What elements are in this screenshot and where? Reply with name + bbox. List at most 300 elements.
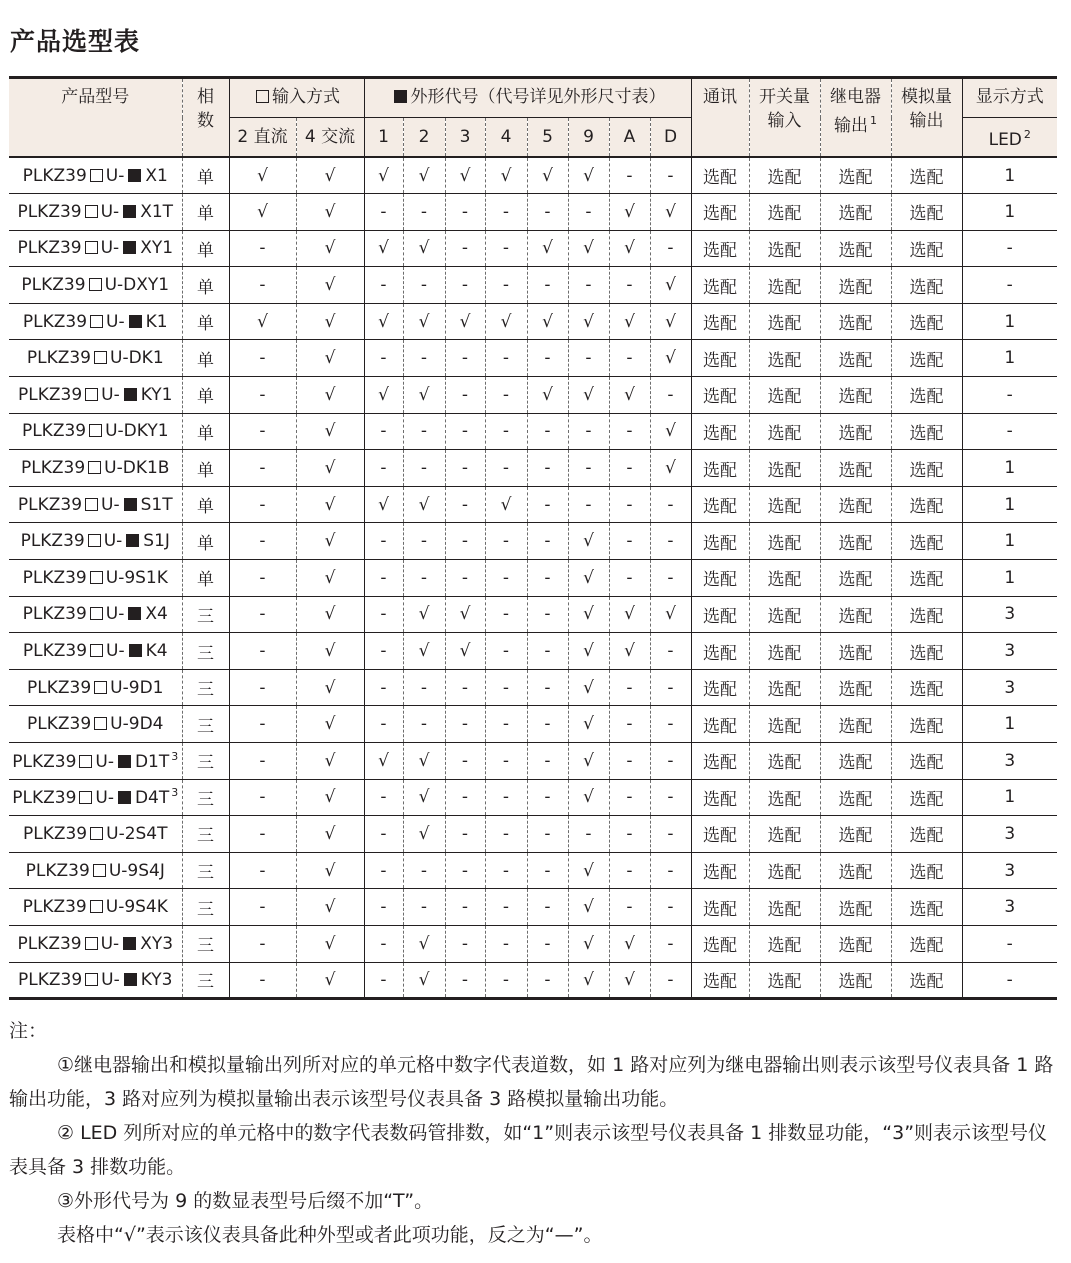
model-code: U- (95, 788, 114, 809)
shape-cell: √ (650, 413, 691, 450)
shape-cell: √ (568, 962, 609, 999)
analog-output-cell: 选配 (891, 560, 962, 597)
relay-output-cell: 选配 (820, 303, 891, 340)
input-ac-cell: √ (296, 303, 364, 340)
open-square-icon (90, 315, 103, 328)
shape-cell: - (445, 743, 485, 780)
shape-cell: - (650, 779, 691, 816)
filled-square-icon (124, 388, 137, 401)
open-square-icon (90, 607, 103, 620)
switch-input-cell: 选配 (749, 486, 820, 523)
shape-cell: - (568, 450, 609, 487)
shape-cell: √ (568, 303, 609, 340)
model-prefix: PLKZ39 (17, 933, 82, 954)
comm-cell: 选配 (691, 230, 749, 267)
filled-square-icon (129, 315, 142, 328)
model-code: U- (106, 641, 125, 662)
shape-cell: √ (568, 706, 609, 743)
phase-cell: 单 (182, 230, 229, 267)
model-cell (9, 596, 182, 633)
led-cell: 3 (962, 816, 1057, 853)
shape-cell: - (485, 852, 527, 889)
shape-cell: - (485, 743, 527, 780)
phase-cell: 单 (182, 267, 229, 304)
open-square-icon (85, 973, 98, 986)
comm-cell: 选配 (691, 267, 749, 304)
shape-cell: - (527, 413, 568, 450)
shape-cell: - (650, 230, 691, 267)
phase-cell: 单 (182, 413, 229, 450)
switch-input-cell: 选配 (749, 633, 820, 670)
shape-cell: - (403, 413, 445, 450)
shape-cell: - (445, 706, 485, 743)
input-ac-cell: √ (296, 560, 364, 597)
shape-cell: - (650, 925, 691, 962)
model-cell (9, 340, 182, 377)
shape-cell: - (650, 157, 691, 194)
relay-output-cell: 选配 (820, 816, 891, 853)
shape-cell: √ (568, 925, 609, 962)
shape-cell: - (485, 669, 527, 706)
relay-output-cell: 选配 (820, 633, 891, 670)
filled-square-icon (118, 755, 131, 768)
shape-cell: √ (403, 743, 445, 780)
analog-output-cell: 选配 (891, 377, 962, 414)
switch-input-cell: 选配 (749, 303, 820, 340)
phase-cell: 三 (182, 852, 229, 889)
shape-cell: - (445, 340, 485, 377)
model-code: U- (95, 751, 114, 772)
model-code: U-DK1 (110, 348, 164, 369)
model-cell (9, 743, 182, 780)
shape-cell: - (609, 816, 650, 853)
comm-cell: 选配 (691, 157, 749, 194)
model-cell (9, 303, 182, 340)
model-prefix: PLKZ39 (27, 714, 92, 735)
input-dc-cell: - (229, 450, 296, 487)
filled-square-icon (128, 607, 141, 620)
input-dc-cell: - (229, 340, 296, 377)
input-dc-cell: - (229, 523, 296, 560)
shape-cell: - (485, 633, 527, 670)
shape-cell: - (527, 560, 568, 597)
shape-cell: - (527, 669, 568, 706)
shape-cell: - (364, 267, 403, 304)
shape-cell: √ (609, 303, 650, 340)
relay-output-cell: 选配 (820, 596, 891, 633)
switch-input-cell: 选配 (749, 743, 820, 780)
comm-cell: 选配 (691, 779, 749, 816)
phase-cell: 三 (182, 669, 229, 706)
analog-output-cell: 选配 (891, 816, 962, 853)
switch-input-cell: 选配 (749, 706, 820, 743)
shape-cell: - (445, 816, 485, 853)
shape-cell: - (445, 889, 485, 926)
shape-cell: - (445, 669, 485, 706)
shape-cell: √ (403, 633, 445, 670)
model-cell (9, 450, 182, 487)
model-code: U-DKY1 (105, 421, 169, 442)
input-dc-cell: - (229, 925, 296, 962)
model-prefix: PLKZ39 (22, 897, 87, 918)
comm-cell: 选配 (691, 816, 749, 853)
open-square-icon (79, 791, 92, 804)
relay-output-cell: 选配 (820, 450, 891, 487)
open-square-icon (88, 534, 101, 547)
shape-cell: - (650, 743, 691, 780)
analog-output-cell: 选配 (891, 303, 962, 340)
input-dc-cell: - (229, 706, 296, 743)
phase-cell: 单 (182, 560, 229, 597)
open-square-icon (90, 644, 103, 657)
shape-cell: - (485, 377, 527, 414)
shape-cell: - (568, 413, 609, 450)
model-superscript: 3 (171, 786, 179, 800)
shape-cell: - (403, 523, 445, 560)
input-dc-cell: - (229, 669, 296, 706)
relay-output-cell: 选配 (820, 560, 891, 597)
shape-cell: - (403, 267, 445, 304)
model-code: U- (101, 494, 120, 515)
shape-cell: - (609, 779, 650, 816)
table-row (9, 267, 1057, 304)
open-square-icon (85, 388, 98, 401)
model-cell (9, 962, 182, 999)
model-prefix: PLKZ39 (25, 860, 90, 881)
input-ac-cell: √ (296, 669, 364, 706)
shape-cell: - (485, 523, 527, 560)
input-ac-cell: √ (296, 413, 364, 450)
shape-cell: - (485, 340, 527, 377)
note-1: ①继电器输出和模拟量输出列所对应的单元格中数字代表道数，如 1 路对应列为继电器输出则表示该型号仪表具备 1 路输出功能，3 路对应列为模拟量输出表示该型号仪表具备 3 路模拟量输出功能。 (9, 1054, 1054, 1110)
shape-cell: - (609, 889, 650, 926)
model-prefix: PLKZ39 (22, 641, 88, 662)
shape-cell: - (527, 743, 568, 780)
shape-cell: - (609, 560, 650, 597)
shape-cell: - (445, 413, 485, 450)
shape-cell: √ (650, 194, 691, 231)
switch-input-cell: 选配 (749, 816, 820, 853)
shape-cell: √ (527, 377, 568, 414)
filled-square-icon (123, 205, 136, 218)
shape-cell: - (364, 560, 403, 597)
open-square-icon (90, 900, 103, 913)
open-square-icon (93, 864, 106, 877)
open-square-icon (88, 461, 101, 474)
relay-output-cell: 选配 (820, 706, 891, 743)
led-cell: 1 (962, 340, 1057, 377)
shape-cell: √ (364, 486, 403, 523)
phase-cell: 单 (182, 340, 229, 377)
shape-cell: - (568, 486, 609, 523)
analog-output-cell: 选配 (891, 889, 962, 926)
model-code: U-9S4K (105, 897, 168, 918)
analog-output-cell: 选配 (891, 450, 962, 487)
phase-cell: 三 (182, 962, 229, 999)
model-code: U- (101, 969, 120, 990)
shape-cell: - (445, 230, 485, 267)
table-row (9, 743, 1057, 780)
shape-cell: - (485, 450, 527, 487)
table-row (9, 816, 1057, 853)
shape-cell: - (403, 669, 445, 706)
shape-cell: - (485, 816, 527, 853)
shape-cell: √ (568, 157, 609, 194)
shape-cell: - (485, 230, 527, 267)
shape-cell: - (445, 450, 485, 487)
led-cell: 1 (962, 560, 1057, 597)
relay-output-cell: 选配 (820, 925, 891, 962)
model-code: U-2S4T (106, 823, 168, 844)
table-row (9, 523, 1057, 560)
input-dc-cell: - (229, 486, 296, 523)
note-2: ② LED 列所对应的单元格中的数字代表数码管排数，如“1”则表示该型号仪表具备 1 排数显功能，“3”则表示该型号仪表具备 3 排数功能。 (9, 1122, 1048, 1178)
shape-cell: √ (403, 779, 445, 816)
shape-cell: √ (364, 377, 403, 414)
led-cell: 1 (962, 157, 1057, 194)
shape-cell: - (527, 925, 568, 962)
comm-cell: 选配 (691, 889, 749, 926)
shape-cell: - (527, 267, 568, 304)
model-suffix: K1 (145, 311, 168, 332)
model-code: U-DXY1 (104, 275, 170, 296)
input-ac-cell: √ (296, 779, 364, 816)
model-cell (9, 413, 182, 450)
input-ac-cell: √ (296, 450, 364, 487)
model-cell (9, 486, 182, 523)
input-dc-cell: - (229, 560, 296, 597)
shape-cell: √ (403, 596, 445, 633)
shape-cell: - (527, 889, 568, 926)
input-ac-cell: √ (296, 340, 364, 377)
led-cell: - (962, 267, 1057, 304)
model-prefix: PLKZ39 (22, 604, 87, 625)
shape-cell: √ (568, 230, 609, 267)
input-ac-cell: √ (296, 157, 364, 194)
shape-cell: - (485, 413, 527, 450)
shape-cell: - (485, 706, 527, 743)
comm-cell: 选配 (691, 962, 749, 999)
led-cell: 1 (962, 523, 1057, 560)
notes-label: 注： (9, 1020, 48, 1042)
model-prefix: PLKZ39 (12, 751, 77, 772)
shape-cell: - (403, 340, 445, 377)
shape-cell: √ (403, 303, 445, 340)
filled-square-icon (123, 937, 136, 950)
analog-output-cell: 选配 (891, 596, 962, 633)
header-shape-col: 3 (445, 118, 485, 158)
shape-cell: √ (364, 303, 403, 340)
input-ac-cell: √ (296, 230, 364, 267)
model-cell (9, 889, 182, 926)
switch-input-cell: 选配 (749, 340, 820, 377)
filled-square-icon (128, 169, 141, 182)
input-dc-cell: - (229, 633, 296, 670)
open-square-icon (90, 827, 103, 840)
shape-cell: √ (527, 230, 568, 267)
shape-cell: √ (568, 852, 609, 889)
shape-cell: - (445, 852, 485, 889)
model-code: U- (100, 933, 120, 954)
header-shape-col: 2 (403, 118, 445, 158)
input-ac-cell: √ (296, 706, 364, 743)
model-cell (9, 852, 182, 889)
analog-output-cell: 选配 (891, 267, 962, 304)
switch-input-cell: 选配 (749, 779, 820, 816)
relay-output-cell: 选配 (820, 157, 891, 194)
led-cell: 1 (962, 779, 1057, 816)
shape-cell: √ (445, 596, 485, 633)
shape-cell: - (364, 596, 403, 633)
shape-cell: - (364, 669, 403, 706)
open-square-icon (85, 205, 98, 218)
open-square-icon (90, 169, 103, 182)
table-row (9, 596, 1057, 633)
comm-cell: 选配 (691, 486, 749, 523)
relay-output-cell: 选配 (820, 669, 891, 706)
shape-cell: - (527, 779, 568, 816)
led-cell: 3 (962, 669, 1057, 706)
model-cell (9, 706, 182, 743)
filled-square-icon (129, 644, 142, 657)
shape-cell: - (485, 889, 527, 926)
table-row (9, 377, 1057, 414)
shape-cell: - (403, 889, 445, 926)
analog-output-cell: 选配 (891, 230, 962, 267)
header-shape-code: 外形代号（代号详见外形尺寸表） (364, 78, 691, 118)
shape-cell: √ (364, 230, 403, 267)
analog-output-cell: 选配 (891, 340, 962, 377)
filled-square-icon (124, 498, 137, 511)
header-shape-col: 9 (568, 118, 609, 158)
shape-cell: - (364, 816, 403, 853)
shape-cell: - (568, 194, 609, 231)
shape-cell: - (364, 889, 403, 926)
model-prefix: PLKZ39 (22, 311, 88, 332)
led-cell: 3 (962, 889, 1057, 926)
shape-cell: √ (609, 194, 650, 231)
input-ac-cell: √ (296, 743, 364, 780)
shape-cell: - (650, 669, 691, 706)
comm-cell: 选配 (691, 743, 749, 780)
shape-cell: - (445, 962, 485, 999)
model-cell (9, 230, 182, 267)
header-input-ac: 4 交流 (296, 118, 364, 158)
shape-cell: √ (650, 596, 691, 633)
shape-cell: - (650, 560, 691, 597)
phase-cell: 单 (182, 450, 229, 487)
comm-cell: 选配 (691, 633, 749, 670)
input-dc-cell: - (229, 596, 296, 633)
table-row (9, 413, 1057, 450)
shape-cell: - (403, 450, 445, 487)
model-code: U- (106, 311, 125, 332)
notes (9, 1014, 1059, 1252)
analog-output-cell: 选配 (891, 743, 962, 780)
model-prefix: PLKZ39 (20, 531, 85, 552)
shape-cell: - (650, 486, 691, 523)
header-input-mode: 输入方式 (229, 78, 364, 118)
shape-cell: √ (609, 377, 650, 414)
shape-cell: √ (403, 816, 445, 853)
shape-cell: √ (485, 486, 527, 523)
shape-cell: - (364, 523, 403, 560)
input-dc-cell: - (229, 779, 296, 816)
open-square-icon (85, 937, 98, 950)
shape-cell: - (485, 560, 527, 597)
shape-cell: √ (650, 267, 691, 304)
header-analog-output: 模拟量 输出 (891, 78, 962, 158)
shape-cell: √ (609, 633, 650, 670)
model-suffix: X1 (145, 165, 168, 186)
shape-cell: √ (568, 523, 609, 560)
shape-cell: - (485, 779, 527, 816)
shape-cell: - (485, 596, 527, 633)
comm-cell: 选配 (691, 852, 749, 889)
led-cell: - (962, 962, 1057, 999)
shape-cell: - (364, 633, 403, 670)
table-row (9, 340, 1057, 377)
analog-output-cell: 选配 (891, 633, 962, 670)
shape-cell: - (609, 340, 650, 377)
shape-cell: - (527, 340, 568, 377)
model-cell (9, 523, 182, 560)
open-square-icon (85, 498, 98, 511)
shape-cell: √ (568, 889, 609, 926)
shape-cell: - (527, 706, 568, 743)
shape-cell: - (650, 816, 691, 853)
model-code: U- (105, 604, 125, 625)
input-dc-cell: - (229, 962, 296, 999)
comm-cell: 选配 (691, 560, 749, 597)
shape-cell: - (485, 267, 527, 304)
analog-output-cell: 选配 (891, 413, 962, 450)
filled-square-icon (394, 90, 407, 103)
model-prefix: PLKZ39 (26, 348, 91, 369)
shape-cell: - (527, 962, 568, 999)
shape-cell: - (609, 743, 650, 780)
shape-cell: - (527, 523, 568, 560)
table-row (9, 303, 1057, 340)
shape-cell: - (445, 377, 485, 414)
analog-output-cell: 选配 (891, 669, 962, 706)
shape-cell: √ (609, 596, 650, 633)
model-code: U- (100, 238, 120, 259)
input-ac-cell: √ (296, 267, 364, 304)
header-phase: 相 数 (182, 78, 229, 158)
phase-cell: 单 (182, 303, 229, 340)
shape-cell: - (609, 523, 650, 560)
shape-cell: √ (650, 450, 691, 487)
shape-cell: √ (568, 596, 609, 633)
input-dc-cell: - (229, 267, 296, 304)
shape-cell: - (403, 706, 445, 743)
shape-cell: - (568, 267, 609, 304)
shape-cell: - (650, 633, 691, 670)
led-cell: 3 (962, 852, 1057, 889)
model-prefix: PLKZ39 (22, 165, 87, 186)
phase-cell: 三 (182, 779, 229, 816)
shape-cell: √ (445, 157, 485, 194)
switch-input-cell: 选配 (749, 413, 820, 450)
shape-cell: √ (403, 962, 445, 999)
switch-input-cell: 选配 (749, 450, 820, 487)
table-row (9, 157, 1057, 194)
comm-cell: 选配 (691, 596, 749, 633)
analog-output-cell: 选配 (891, 194, 962, 231)
relay-output-cell: 选配 (820, 743, 891, 780)
shape-cell: - (527, 633, 568, 670)
